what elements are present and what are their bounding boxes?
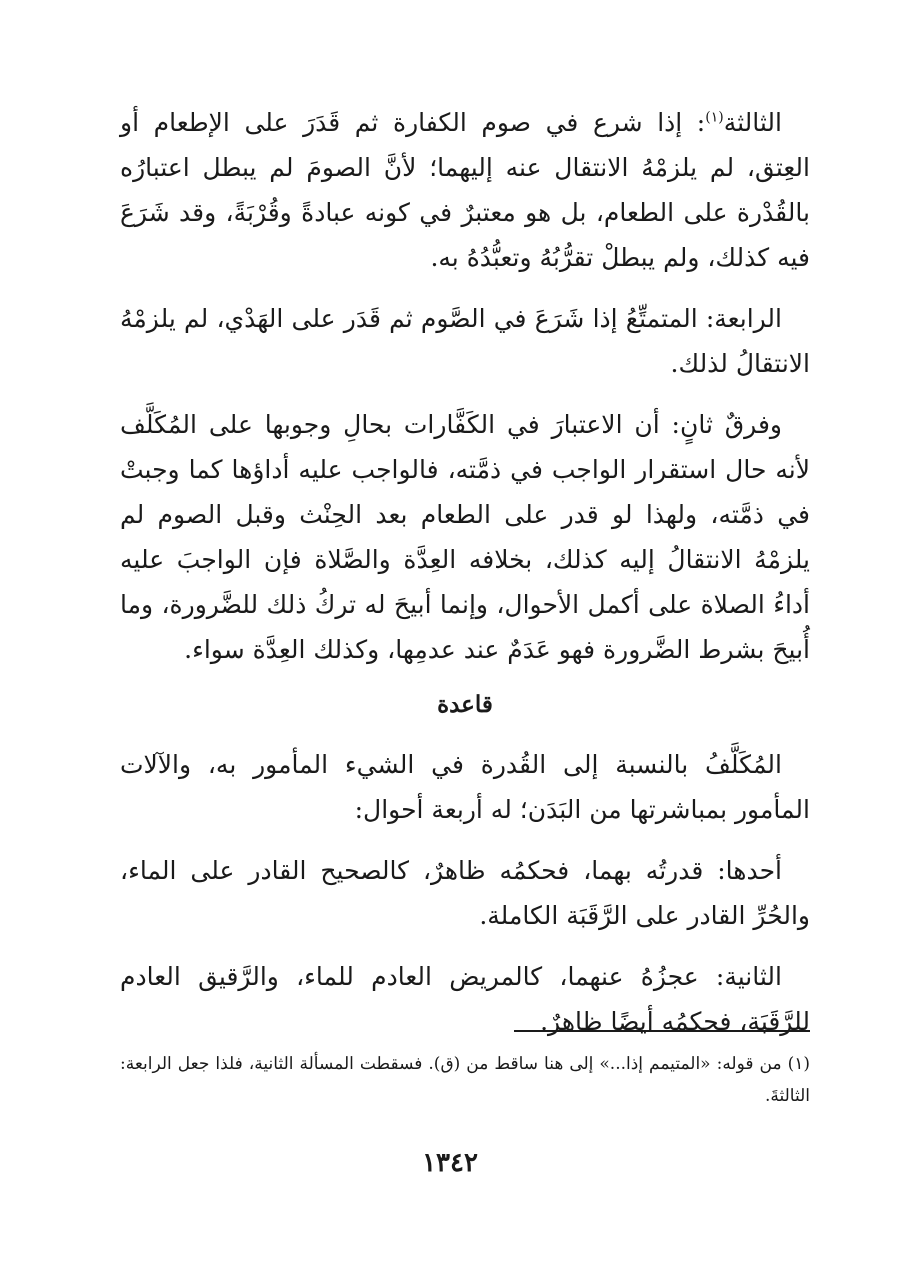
footnote-reference: (١) xyxy=(705,109,724,126)
footnote: (١) من قوله: «المتيمم إذا...» إلى هنا ساقط من (ق). فسقطت المسألة الثانية، فلذا جعل الرابعة: الثالثةَ. xyxy=(120,1054,810,1106)
paragraph-case-two: الثانية: عجزُهُ عنهما، كالمريض العادم للماء، والرَّقيق العادم للرَّقَبَة، فحكمُه أيضًا ظاهرٌ. xyxy=(120,962,810,1036)
page-number: ١٣٤٢ xyxy=(422,1148,478,1178)
paragraph-rule-intro: المُكَلَّفُ بالنسبة إلى القُدرة في الشيء المأمور به، والآلات المأمور بمباشرتها من البَدَن؛ له أربعة أحوال: xyxy=(120,750,810,824)
paragraph-case-one: أحدها: قدرتُه بهما، فحكمُه ظاهرٌ، كالصحيح القادر على الماء، والحُرِّ القادر على الرَّقَبَة الكاملة. xyxy=(120,856,810,930)
main-text xyxy=(120,100,810,1060)
paragraph-third xyxy=(120,100,810,280)
section-heading: قاعدة xyxy=(437,691,493,718)
paragraph-fourth: الرابعة: المتمتِّعُ إذا شَرَعَ في الصَّوم ثم قَدَر على الهَدْي، لم يلزمْهُ الانتقالُ لذلك. xyxy=(120,304,810,378)
paragraph-second-difference: وفرقٌ ثانٍ: أن الاعتبارَ في الكَفَّارات بحالِ وجوبها على المُكَلَّف لأنه حال استقرار الواجب في ذمَّته، فالواجب عليه أداؤها كما وجبتْ في ذمَّته، ولهذا لو قدر على الطعام بعد الحِنْث وقبل الصوم لم يلزمْهُ الانتقالُ إليه كذلك، بخلافه العِدَّة والصَّلاة فإن الواجبَ عليه أداءُ الصلاة على أكمل الأحوال، وإنما أبيحَ له تركُ ذلك للضَّرورة، وما أُبيحَ بشرط الضَّرورة فهو عَدَمٌ عند عدمِها، وكذلك العِدَّة سواء. xyxy=(120,410,810,664)
footnote-divider xyxy=(514,1030,810,1032)
paragraph-lead: الثالثة xyxy=(723,108,782,137)
paragraph-text: : إذا شرع في صوم الكفارة ثم قَدَرَ على الإطعام أو العِتق، لم يلزمْهُ الانتقال عنه إليهما؛ لأنَّ الصومَ لم يبطل اعتبارُه بالقُدْرة على الطعام، بل هو معتبرٌ في كونه عبادةً وقُرْبَةً، وقد شَرَعَ فيه كذلك، ولم يبطلْ تقرُّبُهُ وتعبُّدُهُ به. xyxy=(120,108,810,272)
